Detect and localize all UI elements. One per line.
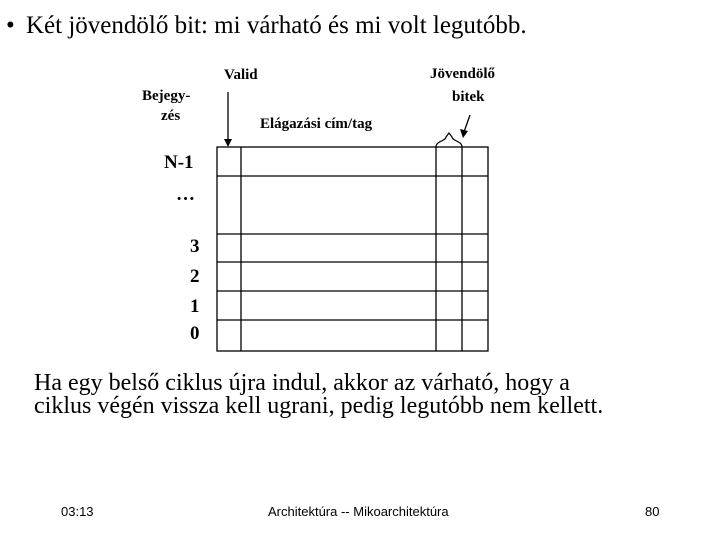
row-index-3: 3: [190, 236, 200, 257]
prediction-bits-arrow: [460, 115, 470, 138]
prediction-bits-label-line2: bitek: [452, 89, 485, 105]
entry-label-line1: Bejegy-: [142, 88, 191, 104]
prediction-bits-label-line1: Jövendölő: [430, 66, 496, 82]
branch-address-tag-label: Elágazási cím/tag: [260, 116, 373, 132]
valid-arrow: [224, 92, 232, 147]
entry-label-line2: zés: [161, 108, 181, 124]
row-index-0: 0: [190, 323, 200, 344]
row-index-2: 2: [190, 266, 200, 287]
footer-course: Architektúra -- Mikoarchitektúra: [268, 504, 449, 519]
prediction-bits-brace: [436, 133, 462, 147]
bullet-marker: •: [6, 12, 15, 39]
slide-title-text: Két jövendölő bit: mi várható és mi volt legutóbb.: [26, 12, 527, 39]
row-index-1: 1: [190, 296, 200, 317]
row-index-ellipsis: …: [176, 184, 195, 205]
note-line-2: ciklus végén vissza kell ugrani, pedig legutóbb nem kellett.: [34, 393, 604, 419]
note-line-1: Ha egy belső ciklus újra indul, akkor az várható, hogy a: [34, 370, 570, 396]
footer-page-number: 80: [645, 504, 660, 519]
valid-label: Valid: [224, 67, 258, 83]
table-grid: [217, 147, 488, 351]
footer-time: 03:13: [61, 504, 94, 519]
row-index-n-1: N-1: [164, 152, 194, 173]
